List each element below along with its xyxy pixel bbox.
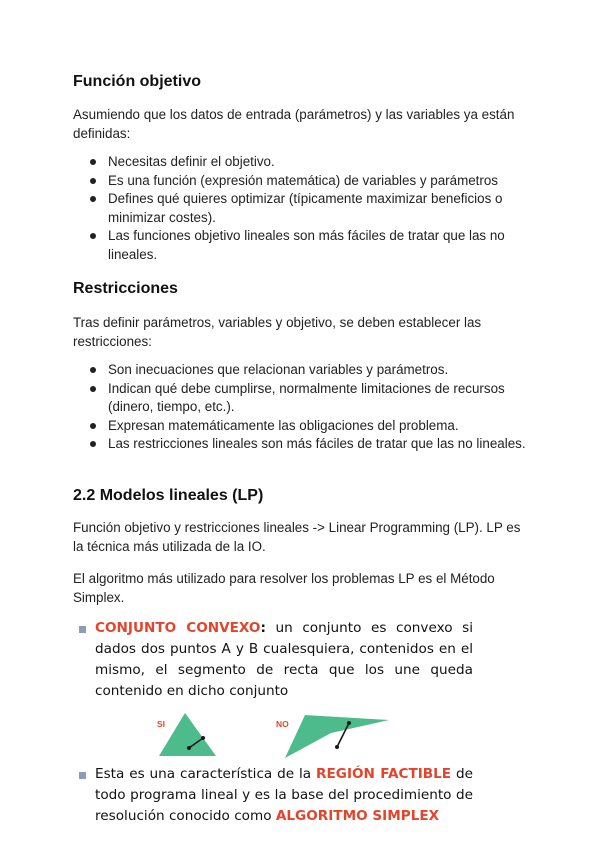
bullet-dot-icon	[90, 367, 96, 373]
list-item: Expresan matemáticamente las obligaciones del problema.	[73, 417, 533, 436]
label-no: NO	[276, 719, 289, 729]
nonconvex-shape	[285, 715, 389, 758]
funcion-bullet-list	[73, 153, 533, 264]
list-item: Las restricciones lineales son más fáciles de tratar que las no lineales.	[73, 435, 533, 454]
slide-bullet-convexo: CONJUNTO CONVEXO: un conjunto es convexo si dados dos puntos A y B cualesquiera, contenidos en el mismo, el segmento de recta que los une queda contenido en dicho conjunto	[73, 618, 473, 702]
convex-triangle-shape	[159, 713, 216, 756]
modelos-para-1: Función objetivo y restricciones lineales -> Linear Programming (LP). LP es la técnica más utilizada de la IO.	[73, 520, 521, 554]
list-item: Defines qué quieres optimizar (típicamente maximizar beneficios o minimizar costes).	[73, 190, 533, 227]
bullet-dot-icon	[90, 233, 96, 239]
modelos-para-2: El algoritmo más utilizado para resolver los problemas LP es el Método Simplex.	[73, 571, 495, 605]
point-b	[335, 745, 339, 749]
point-a	[347, 721, 351, 725]
restricciones-bullet-list	[73, 361, 533, 454]
bullet-dot-icon	[90, 386, 96, 392]
heading-restricciones: Restricciones	[73, 280, 178, 297]
list-item: Necesitas definir el objetivo.	[73, 153, 533, 172]
restricciones-intro: Tras definir parámetros, variables y objetivo, se deben establecer las restricciones:	[73, 315, 482, 349]
list-item: Son inecuaciones que relacionan variables y parámetros.	[73, 361, 533, 380]
term-region-factible: REGIÓN FACTIBLE	[316, 766, 452, 782]
point-a	[187, 746, 191, 750]
square-bullet-icon	[79, 772, 86, 779]
slide-bullet-region-factible: Esta es una característica de la REGIÓN FACTIBLE de todo programa lineal y es la base del procedimiento de resolución conocido como ALGORITMO SIMPLEX	[73, 764, 473, 827]
term-algoritmo-simplex: ALGORITMO SIMPLEX	[275, 808, 440, 824]
label-si: SI	[157, 719, 166, 729]
bullet-dot-icon	[90, 178, 96, 184]
heading-modelos-lineales: 2.2 Modelos lineales (LP)	[73, 487, 264, 504]
bullet-dot-icon	[90, 159, 96, 165]
list-item: Es una función (expresión matemática) de variables y parámetros	[73, 172, 533, 191]
list-item: Indican qué debe cumplirse, normalmente limitaciones de recursos (dinero, tiempo, etc.).	[73, 380, 533, 417]
bullet-dot-icon	[90, 423, 96, 429]
convexity-figure	[73, 615, 493, 765]
heading-funcion-objetivo: Función objetivo	[73, 73, 201, 90]
bullet-dot-icon	[90, 441, 96, 447]
funcion-intro: Asumiendo que los datos de entrada (parámetros) y las variables ya están definidas:	[73, 107, 515, 141]
bullet-dot-icon	[90, 196, 96, 202]
term-conjunto-convexo: CONJUNTO CONVEXO	[95, 620, 261, 636]
list-item: Las funciones objetivo lineales son más fáciles de tratar que las no lineales.	[73, 227, 533, 264]
point-b	[201, 736, 205, 740]
